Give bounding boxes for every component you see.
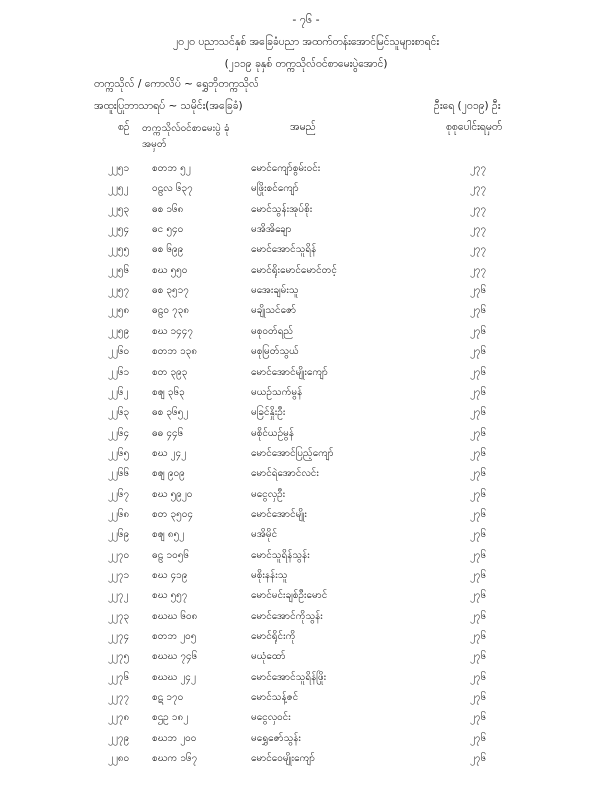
roll-number: စဃ ၅၉၂၀ [152, 488, 193, 500]
row-number: ၂၂၆၄ [108, 427, 130, 439]
table-row [0, 710, 612, 730]
total-score: ၂၇၆ [470, 366, 487, 378]
table-row [0, 181, 612, 201]
student-name: မောင်အောင်သူရိန်ဖြိုး [251, 671, 327, 683]
student-name: မဖြိုးစင်ကျော် [251, 183, 299, 195]
row-number: ၂၂၅၇ [108, 285, 130, 297]
document-title: ၂၀၂၀ ပညာသင်နှစ် အခြေခံပညာ အထက်တန်းအောင်မြင်သူများစာရင်း [172, 36, 440, 48]
total-score: ၂၇၆ [470, 407, 487, 419]
row-number: ၂၂၆၉ [108, 529, 130, 541]
table-row [0, 303, 612, 323]
total-score: ၂၇၆ [470, 305, 487, 317]
total-score: ၂၇၇ [470, 224, 487, 236]
roll-number: ဓဠ ၁၀၅၆ [152, 549, 189, 561]
roll-number: စဃ ၂၄၂ [152, 447, 187, 459]
roll-number: စဃဃ ၇၄၆ [152, 651, 198, 663]
table-row [0, 426, 612, 446]
student-name: မောင်အောင်ပြည့်ကျော် [251, 447, 334, 459]
student-name: မစိုးနန်းသူ [251, 570, 288, 581]
total-score: ၂၇၇ [470, 203, 487, 215]
table-row [0, 202, 612, 222]
roll-number: စၛ ၃၆၃ [152, 386, 185, 398]
roll-number: စဃက ၁၆၇ [152, 753, 198, 765]
total-score: ၂၇၇ [470, 183, 487, 195]
roll-number: ဓစ ၃၅၁၇ [152, 285, 189, 297]
roll-number: ဓင ၅၄၀ [152, 224, 184, 236]
student-name: မခြင်နှိုးဦး [251, 407, 286, 419]
table-row [0, 324, 612, 344]
student-name: မစုဝတ်ရည် [251, 325, 294, 337]
total-score: ၂၇၆ [470, 610, 487, 622]
table-row [0, 466, 612, 486]
student-name: မအိအိချော [251, 224, 292, 236]
student-name: မစိုင်ယဉ်မွန် [251, 427, 295, 439]
total-score: ၂၇၆ [470, 712, 487, 724]
roll-number: စၛ ၉၀၉ [152, 468, 185, 480]
roll-number: စဃ ၅၅၇ [152, 590, 188, 602]
total-score: ၂၇၆ [470, 529, 487, 541]
total-score: ၂၇၆ [470, 325, 487, 337]
student-name: မောင်ဝေမျိုးကျော် [251, 753, 316, 765]
student-name: မောင်အောင်သူရိန် [251, 244, 317, 256]
row-number: ၂၂၇၄ [108, 631, 130, 643]
row-number: ၂၂၅၉ [108, 325, 130, 337]
student-name: မရွှေဇော်သွန်း [251, 732, 301, 744]
total-score: ၂၇၆ [470, 427, 487, 439]
student-name: မောင်ရိုင်းကို [251, 631, 296, 643]
total-score: ၂၇၆ [470, 386, 487, 398]
student-name: မောင်သွန်းအုပ်စိုး [251, 203, 313, 215]
total-score: ၂၇၆ [470, 732, 487, 744]
student-name: မငွေလှဝင်း [251, 712, 291, 724]
row-number: ၂၂၇၃ [108, 610, 130, 622]
roll-number: ဓစ ၆၉၉ [152, 244, 184, 256]
row-number: ၂၂၆၂ [108, 386, 129, 398]
table-row [0, 548, 612, 568]
table-row [0, 609, 612, 629]
total-score: ၂၇၇ [470, 163, 487, 174]
table-row [0, 344, 612, 364]
total-score: ၂၇၆ [470, 671, 487, 683]
subject-label: အထူးပြုဘာသာရပ် ~ သမိုင်း(အခြေခံ) [94, 100, 243, 112]
total-score: ၂၇၇ [470, 264, 487, 276]
row-number: ၂၂၇၀ [108, 549, 130, 561]
roll-number: ဓစ ၁၆၈ [152, 203, 184, 215]
roll-number: စဋ ၁၇၀ [152, 692, 184, 704]
student-name: မောင်အောင်မျိုး [251, 508, 307, 520]
roll-number: စတဘ ၁၃၈ [152, 346, 198, 358]
row-number: ၂၂၅၃ [108, 203, 130, 215]
total-score: ၂၇၆ [470, 753, 487, 765]
roll-number: ဓဠ၀ ၇၃၈ [152, 305, 190, 317]
student-name: မစုမြတ်သွယ် [251, 346, 299, 358]
table-row [0, 751, 612, 771]
student-name: မောင်ကျော်စွမ်းဝင်း [251, 163, 321, 174]
column-header-roll: တက္ကသိုလ်ဝင်စာမေးပွဲ ခုံအမှတ် [142, 123, 230, 150]
student-name: မအိမိုင် [251, 529, 278, 541]
university-label: တက္ကသိုလ် / ကောလိပ် ~ ရွှေဘိုတက္ကသိုလ် [94, 78, 259, 90]
total-score: ၂၇၆ [470, 549, 487, 561]
table-row [0, 222, 612, 242]
table-row [0, 385, 612, 405]
row-number: ၂၂၇၂ [108, 590, 129, 602]
roll-number: စဃ ၁၄၄၇ [152, 325, 194, 337]
row-number: ၂၂၇၈ [108, 712, 130, 724]
roll-number: စဃဘ ၂၀၀ [152, 732, 197, 744]
student-name: မောင်အောင်မျိုးကျော် [251, 366, 328, 378]
row-number: ၂၂၇၉ [108, 732, 130, 744]
student-name: မောင်မင်းချစ်ဦးမောင် [251, 590, 328, 602]
student-name: မောင်ရဲအောင်လင်း [251, 468, 319, 480]
student-name: မချိုသင်ဇော် [251, 305, 297, 317]
total-score: ၂၇၆ [470, 570, 487, 581]
student-name: မငွေလှဦး [251, 488, 286, 500]
row-number: ၂၂၇၇ [108, 692, 130, 704]
table-row [0, 487, 612, 507]
row-number: ၂၂၈၀ [108, 753, 130, 765]
student-name: မယဉ်သက်မွန် [251, 386, 303, 398]
student-name: မအေးချမ်းသူ [251, 285, 299, 297]
row-number: ၂၂၆၅ [108, 447, 130, 459]
row-number: ၂၂၆၁ [108, 366, 130, 378]
row-number: ၂၂၆၆ [108, 468, 130, 480]
row-number: ၂၂၅၄ [108, 224, 130, 236]
table-row [0, 731, 612, 751]
table-row [0, 507, 612, 527]
total-score: ၂၇၇ [470, 244, 487, 256]
document-subtitle: (၂၁၁၉ ခုနှစ် တက္ကသိုလ်ဝင်စာမေးပွဲအောင်) [224, 58, 388, 70]
total-score: ၂၇၆ [470, 508, 487, 520]
row-number: ၂၂၆၃ [108, 407, 130, 419]
table-row [0, 649, 612, 669]
roll-number: ဝဠလ ၆၃၇ [152, 183, 193, 195]
row-number: ၂၂၅၂ [108, 183, 129, 195]
page-number: - ၇၆ - [292, 13, 320, 26]
total-score: ၂၇၆ [470, 285, 487, 297]
student-name: မယုံထော် [251, 651, 286, 663]
row-number: ၂၂၇၁ [108, 570, 130, 581]
table-row [0, 588, 612, 608]
table-row [0, 629, 612, 649]
column-header-score: စုစုပေါင်းရမှတ် [446, 121, 503, 133]
roll-number: ဓစ ၃၆၅၂ [152, 407, 189, 419]
total-score: ၂၇၆ [470, 468, 487, 480]
roll-number: စတ ၃၉၃ [152, 366, 188, 378]
row-number: ၂၂၅၆ [108, 264, 130, 276]
total-score: ၂၇၆ [470, 651, 487, 663]
total-score: ၂၇၆ [470, 692, 487, 704]
roll-number: စတဘ ၅၂ [152, 163, 191, 174]
table-row [0, 690, 612, 710]
row-number: ၂၂၅၈ [108, 305, 130, 317]
total-score: ၂၇၆ [470, 631, 487, 643]
student-name: မောင်သူရိန်သွန်း [251, 549, 310, 561]
roll-number: စတ ၃၅၀၄ [152, 508, 194, 520]
table-row [0, 568, 612, 588]
roll-number: စဃ ၄၁၉ [152, 570, 188, 581]
column-header-name: အမည် [290, 121, 316, 133]
total-count-label: ဦးရေ (၂၀၁၉) ဦး [434, 100, 501, 112]
column-header-no: စဉ် [118, 121, 130, 133]
row-number: ၂၂၇၅ [108, 651, 130, 663]
table-row [0, 263, 612, 283]
row-number: ၂၂၇၆ [108, 671, 130, 683]
row-number: ၂၂၅၅ [108, 244, 130, 256]
roll-number: စဌဥ ၁၈၂ [152, 712, 189, 724]
row-number: ၂၂၅၁ [108, 163, 130, 174]
roll-number: စၛ ၈၅၂ [152, 529, 185, 541]
student-name: မောင်အောင်ကိုသွန်း [251, 610, 323, 622]
total-score: ၂၇၆ [470, 590, 487, 602]
table-row [0, 446, 612, 466]
table-row [0, 161, 612, 181]
total-score: ၂၇၆ [470, 346, 487, 358]
table-row [0, 527, 612, 547]
roll-number: စဃဃ ၂၄၂ [152, 671, 196, 683]
roll-number: စဃ ၅၅၀ [152, 264, 188, 276]
student-name: မောင်သန့်ဇင် [251, 692, 299, 704]
row-number: ၂၂၆၀ [108, 346, 130, 358]
student-name: မောင်ရိုးမောင်မောင်တင့် [251, 264, 337, 276]
row-number: ၂၂၆၈ [108, 508, 130, 520]
table-row [0, 365, 612, 385]
table-row [0, 405, 612, 425]
table-row [0, 242, 612, 262]
total-score: ၂၇၆ [470, 447, 487, 459]
table-row [0, 670, 612, 690]
roll-number: စတဘ ၂၀၅ [152, 631, 197, 643]
table-row [0, 283, 612, 303]
row-number: ၂၂၆၇ [108, 488, 130, 500]
roll-number: စဃဃ ၆၀၈ [152, 610, 198, 622]
total-score: ၂၇၆ [470, 488, 487, 500]
roll-number: ဓဓ ၄၄၆ [152, 427, 184, 439]
